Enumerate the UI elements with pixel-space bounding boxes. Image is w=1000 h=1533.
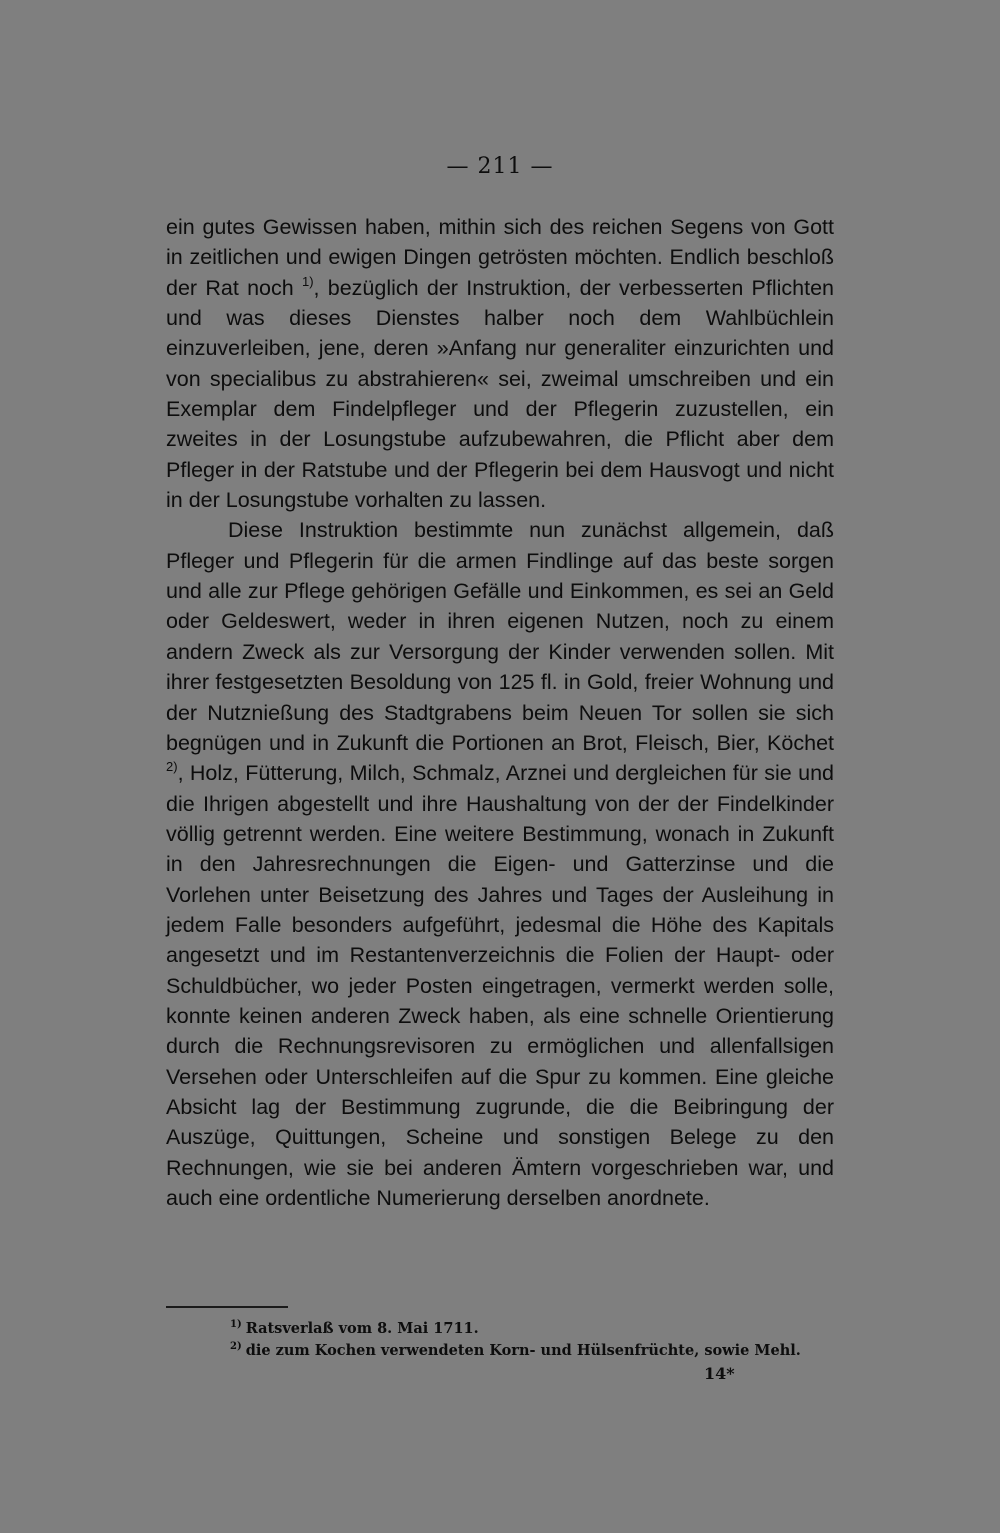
paragraph-2 <box>166 515 834 1213</box>
body-text <box>166 212 834 1213</box>
footnote-reference-1: 1) <box>301 273 314 289</box>
footnote-reference-2: 2) <box>166 759 178 775</box>
paragraph-2-text-b: , Holz, Fütterung, Milch, Schmalz, Arznei und dergleichen für sie und die Ihrigen abgestellt und ihre Haushaltung von der der Findelkinder völlig getrennt werden. Eine weitere Bestimmung, wonach in Zukunft in den Jahresrechnungen die Eigen- und Gatterzinse und die Vorlehen unter Beisetzung des Jahres und Tages der Ausleihung in jedem Falle besonders aufgeführt, jedesmal die Höhe des Kapitals angesetzt und im Restantenverzeichnis die Folien der Haupt- oder Schuldbücher, wo jeder Posten eingetragen, vermerkt werden solle, konnte keinen anderen Zweck haben, als eine schnelle Orientierung durch die Rechnungsrevisoren zu ermöglichen und allenfallsigen Versehen oder Unterschleifen auf die Spur zu kommen. Eine gleiche Absicht lag der Bestimmung zugrunde, die die Beibringung der Auszüge, Quittungen, Scheine und sonstigen Belege zu den Rechnungen, wie sie bei anderen Ämtern vorgeschrieben war, und auch eine ordentliche Numerierung derselben anordnete. <box>166 761 834 1210</box>
paragraph-2-text-a: Diese Instruktion bestimmte nun zunächst allgemein, daß Pfleger und Pflegerin für die armen Findlinge auf das beste sorgen und alle zur Pflege gehörigen Gefälle und Einkommen, es sei an Geld oder Geldeswert, weder in ihren eigenen Nutzen, noch zu einem andern Zweck als zur Versorgung der Kinder verwenden sollen. Mit ihrer festgesetzten Besoldung von 125 fl. in Gold, freier Wohnung und der Nutznießung des Stadtgrabens beim Neuen Tor sollen sie sich begnügen und in Zukunft die Portionen an Brot, Fleisch, Bier, Köchet <box>166 518 834 755</box>
footnote-1-text: Ratsverlaß vom 8. Mai 1711. <box>245 1320 479 1337</box>
footnotes <box>230 1318 840 1362</box>
footnote-2-text: die zum Kochen verwendeten Korn- und Hülsenfrüchte, sowie Mehl. <box>245 1342 801 1359</box>
footnote-divider <box>166 1306 288 1308</box>
footnote-1 <box>230 1318 840 1340</box>
signature-mark: 14* <box>704 1364 735 1383</box>
footnote-1-mark: 1) <box>230 1319 242 1330</box>
footnote-2 <box>230 1340 840 1362</box>
page-number: — 211 — <box>446 154 554 179</box>
paragraph-1-text-a: ein gutes Gewissen haben, mithin sich des reichen Segens von Gott in zeitlichen und ewigen Dingen getrösten möchten. Endlich beschloß der Rat noch <box>166 215 834 300</box>
footnote-2-mark: 2) <box>230 1341 242 1352</box>
paragraph-1-text-b: , bezüglich der Instruktion, der verbesserten Pflichten und was dieses Dienstes halber noch dem Wahlbüchlein einzuverleiben, jene, deren »Anfang nur generaliter einzurichten und von specialibus zu abstrahieren« sei, zweimal umschreiben und ein Exemplar dem Findelpfleger und der Pflegerin zuzustellen, ein zweites in der Losungstube aufzubewahren, die Pflicht aber dem Pfleger in der Ratstube und der Pflegerin bei dem Hausvogt und nicht in der Losungstube vorhalten zu lassen. <box>166 275 835 513</box>
paragraph-1 <box>166 212 834 515</box>
